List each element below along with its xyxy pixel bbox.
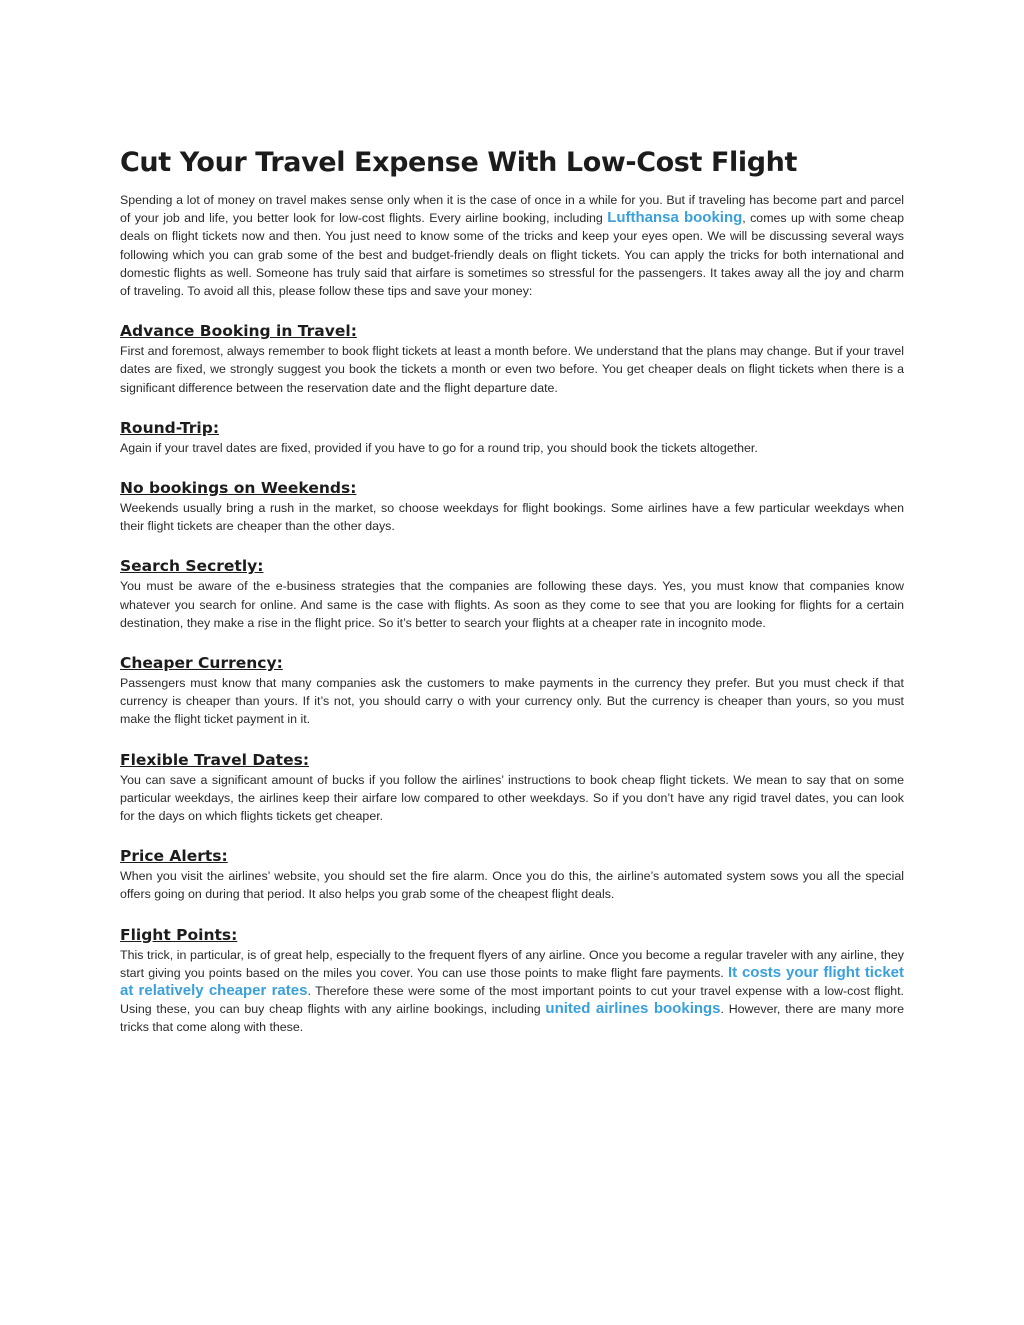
section-text: You can save a significant amount of bucks if you follow the airlines’ instructions to book cheap flight tickets. We mean to say that on some particular weekdays, the airlines keep their airfare low compared to other weekdays. So if you don’t have any rigid travel dates, you can look for the days on which flights tickets get cheaper. bbox=[120, 772, 904, 824]
section-text: Weekends usually bring a rush in the market, so choose weekdays for flight bookings. Some airlines have a few particular weekdays when their flight tickets are cheaper than the other days. bbox=[120, 501, 904, 534]
cheaper-rates-link[interactable]: It costs your flight ticket at relatively cheaper rates bbox=[120, 963, 904, 1000]
section-heading: Cheaper Currency: bbox=[120, 654, 283, 673]
intro-text-after: , comes up with some cheap deals on flight tickets now and then. You just need to know some of the tricks and keep your eyes open. We will be discussing several ways following which you can grab some of the best and budget-friendly deals on flight tickets. You can apply the tricks for both international and domestic flights as well. Someone has truly said that airfare is sometimes so stressful for the passengers. It takes away all the joy and charm of traveling. To avoid all this, please follow these tips and save your money: bbox=[120, 211, 904, 299]
section-flexible-dates bbox=[120, 749, 904, 826]
section-text: Passengers must know that many companies ask the customers to make payments in the currency they prefer. But you must check if that currency is cheaper than yours. If it’s not, you should carry o with your currency only. But the currency is cheaper than yours, so you must make the flight ticket payment in it. bbox=[120, 676, 904, 727]
flight-points-text-2: . Therefore these were some of the most important points to cut your travel expense with a low-cost flight. Using these, you can buy cheap flights with any airline bookings, including bbox=[120, 984, 905, 1017]
section-text: Again if your travel dates are fixed, provided if you have to go for a round trip, you should book the tickets altogether. bbox=[120, 440, 758, 455]
flight-points-text-1: This trick, in particular, is of great help, especially to the frequent flyers of any airline. Once you become a regular traveler with any airline, they start giving you points based on the miles you cover. You can use those points to make flight fare payments. bbox=[120, 947, 904, 980]
intro-paragraph bbox=[120, 191, 904, 300]
section-heading: Search Secretly: bbox=[120, 557, 264, 576]
section-text bbox=[120, 946, 904, 1037]
section-text: You must be aware of the e-business strategies that the companies are following these days. Yes, you must know that companies know whatever you search for online. And same is the case with flights. As soon as they come to see that you are looking for flights for a certain destination, they make a rise in the flight price. So it’s better to search your flights at a cheaper rate in incognito mode. bbox=[120, 579, 904, 630]
section-no-weekends bbox=[120, 477, 904, 535]
section-search-secretly bbox=[120, 555, 904, 632]
intro-text-before: Spending a lot of money on travel makes sense only when it is the case of once in a while for you. But if traveling has become part and parcel of your job and life, you better look for low-cost flights. Every airline booking, including bbox=[120, 193, 904, 226]
section-heading: Round-Trip: bbox=[120, 418, 220, 437]
section-cheaper-currency bbox=[120, 652, 904, 729]
document-page bbox=[120, 143, 904, 1037]
lufthansa-booking-link[interactable]: Lufthansa booking bbox=[607, 209, 743, 227]
section-heading: Price Alerts: bbox=[120, 847, 228, 866]
section-heading: Flexible Travel Dates: bbox=[120, 750, 310, 769]
section-heading: Advance Booking in Travel: bbox=[120, 322, 357, 341]
section-text: When you visit the airlines’ website, you should set the fire alarm. Once you do this, the airline’s automated system sows you all the special offers going on during that period. It also helps you grab some of the cheapest flight deals. bbox=[120, 869, 904, 902]
flight-points-text-3: . However, there are many more tricks that come along with these. bbox=[120, 1002, 905, 1035]
united-airlines-bookings-link[interactable]: united airlines bookings bbox=[545, 1000, 721, 1018]
section-text: First and foremost, always remember to book flight tickets at least a month before. We understand that the plans may change. But if your travel dates are fixed, we strongly suggest you book the tickets a month or even two before. You get cheaper deals on flight tickets when there is a significant difference between the reservation date and the flight departure date. bbox=[120, 344, 904, 395]
section-heading: Flight Points: bbox=[120, 925, 238, 944]
section-heading: No bookings on Weekends: bbox=[120, 479, 357, 498]
section-flight-points bbox=[120, 924, 904, 1037]
section-price-alerts bbox=[120, 845, 904, 903]
page-title: Cut Your Travel Expense With Low-Cost Flight bbox=[120, 147, 797, 178]
section-round-trip bbox=[120, 417, 904, 457]
section-advance-booking bbox=[120, 320, 904, 397]
